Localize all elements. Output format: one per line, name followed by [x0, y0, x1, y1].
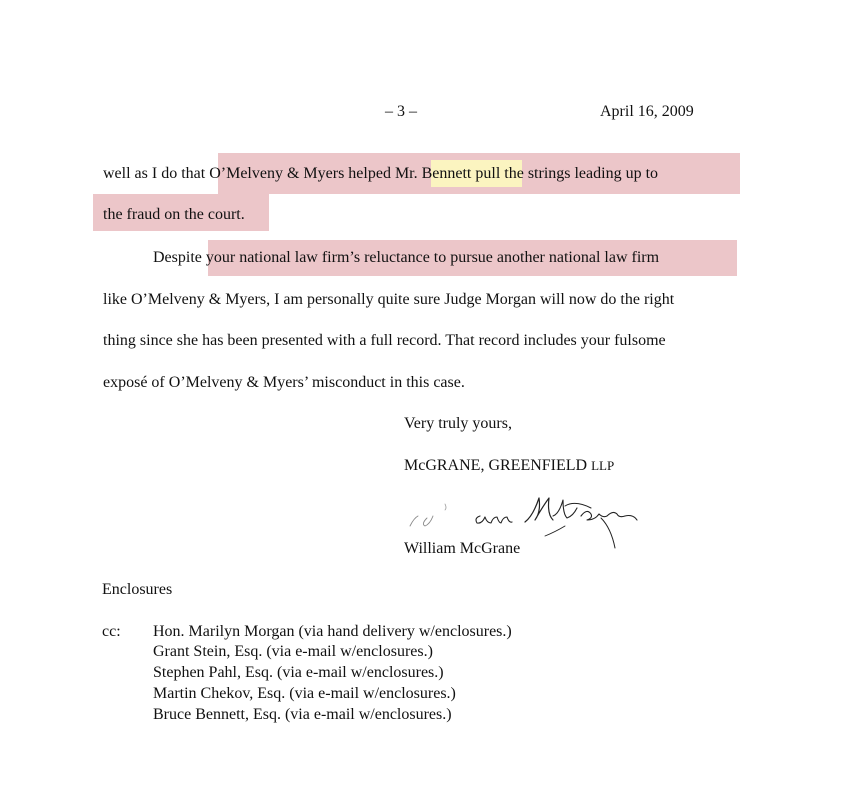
- body-line: [103, 164, 658, 184]
- signer-name: William McGrane: [404, 540, 521, 557]
- highlighted-text: your national law firm’s reluctance to pursue another national law firm: [205, 249, 660, 266]
- body-line: like O’Melveny & Myers, I am personally quite sure Judge Morgan will now do the right: [103, 291, 675, 308]
- body-text: well as I do that: [103, 165, 210, 182]
- highlighted-text: pull the strings leading up to: [471, 165, 659, 182]
- body-line: [153, 248, 659, 268]
- firm-name: [404, 456, 614, 476]
- cc-recipient: Grant Stein, Esq. (via e-mail w/enclosures.): [153, 643, 433, 660]
- letter-date: April 16, 2009: [600, 103, 694, 120]
- firm-suffix: LLP: [591, 458, 615, 473]
- body-text: Despite: [153, 249, 206, 266]
- page-number: – 3 –: [385, 103, 417, 120]
- cc-recipient: Hon. Marilyn Morgan (via hand delivery w/enclosures.): [153, 623, 512, 640]
- enclosures-label: Enclosures: [102, 581, 173, 598]
- body-line: the fraud on the court.: [103, 206, 245, 223]
- body-line: exposé of O’Melveny & Myers’ misconduct in this case.: [103, 374, 465, 391]
- cc-recipient: Martin Chekov, Esq. (via e-mail w/enclosures.): [153, 685, 456, 702]
- firm-name-text: McGRANE, GREENFIELD: [404, 457, 588, 474]
- cc-recipient: Stephen Pahl, Esq. (via e-mail w/enclosures.): [153, 664, 444, 681]
- salutation: Very truly yours,: [404, 415, 512, 432]
- highlighted-name: Mr. Bennett: [394, 165, 472, 182]
- cc-recipient: Bruce Bennett, Esq. (via e-mail w/enclosures.): [153, 706, 452, 723]
- highlighted-text: O’Melveny & Myers helped: [209, 165, 395, 182]
- body-line: thing since she has been presented with a full record. That record includes your fulsome: [103, 332, 666, 349]
- cc-label: cc:: [102, 623, 121, 640]
